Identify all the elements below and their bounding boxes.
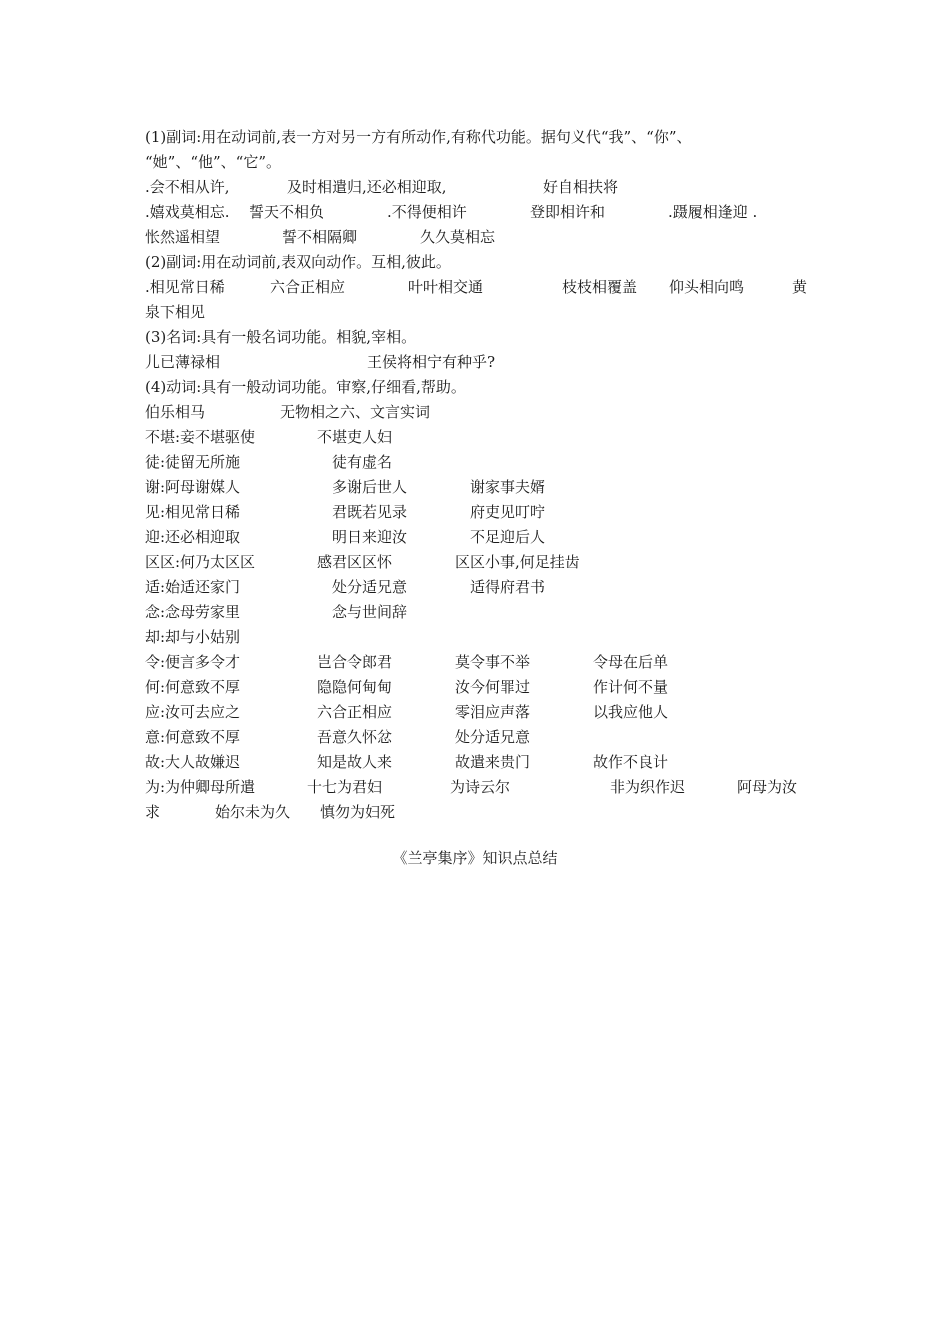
text-segment: 慎勿为妇死: [320, 803, 396, 821]
text-segment: 令母在后单: [593, 653, 669, 671]
text-segment: .蹑履相逢迎 .: [668, 203, 758, 221]
text-segment: 黄: [792, 278, 808, 296]
text-segment: (1)副词:用在动词前,表一方对另一方有所动作,有称代功能。据句义代“我”、“你”、: [145, 128, 692, 146]
text-line: [145, 525, 815, 549]
text-segment: (3)名词:具有一般名词功能。相貌,宰相。: [145, 328, 417, 346]
text-segment: 处分适兄意: [455, 728, 531, 746]
text-segment: 汝今何罪过: [455, 678, 531, 696]
text-segment: 故作不良计: [593, 753, 669, 771]
text-line: [145, 750, 815, 774]
text-segment: 仰头相向鸣: [669, 278, 745, 296]
text-segment: 谢家事夫婿: [470, 478, 546, 496]
text-segment: 谢:阿母谢媒人: [145, 478, 241, 496]
text-segment: 迎:还必相迎取: [145, 528, 241, 546]
text-line: [145, 675, 815, 699]
text-line: [145, 800, 815, 824]
text-segment: 徒有虚名: [332, 453, 393, 471]
text-segment: 念与世间辞: [332, 603, 408, 621]
text-segment: 泉下相见: [145, 303, 206, 321]
text-segment: 知是故人来: [317, 753, 393, 771]
text-segment: (4)动词:具有一般动词功能。审察,仔细看,帮助。: [145, 378, 466, 396]
text-line: [145, 775, 815, 799]
text-line: [145, 250, 815, 274]
text-segment: 以我应他人: [593, 703, 669, 721]
text-line: [145, 350, 815, 374]
text-segment: 求: [145, 803, 161, 821]
text-segment: 岂合令郎君: [317, 653, 393, 671]
text-segment: 好自相扶将: [543, 178, 619, 196]
text-line: [145, 725, 815, 749]
text-segment: 六合正相应: [317, 703, 393, 721]
text-segment: 令:便言多令才: [145, 653, 241, 671]
text-segment: 儿已薄禄相: [145, 353, 221, 371]
text-segment: .会不相从许,: [145, 178, 230, 196]
text-segment: 适:始适还家门: [145, 578, 241, 596]
text-segment: 隐隐何甸甸: [317, 678, 393, 696]
text-line: [145, 575, 815, 599]
text-segment: 阿母为汝: [737, 778, 798, 796]
text-line: [145, 175, 815, 199]
text-segment: 伯乐相马: [145, 403, 206, 421]
text-segment: 莫令事不举: [455, 653, 531, 671]
text-line: [145, 550, 815, 574]
text-line: [145, 475, 815, 499]
text-segment: 意:何意致不厚: [145, 728, 241, 746]
text-segment: 故遣来贵门: [455, 753, 531, 771]
text-segment: 故:大人故嫌迟: [145, 753, 241, 771]
text-segment: 不足迎后人: [470, 528, 546, 546]
text-segment: 非为织作迟: [610, 778, 686, 796]
text-line: [145, 450, 815, 474]
text-segment: 枝枝相覆盖: [562, 278, 638, 296]
text-line: [145, 600, 815, 624]
text-segment: (2)副词:用在动词前,表双向动作。互相,彼此。: [145, 253, 451, 271]
text-line: [145, 275, 815, 299]
text-segment: 始尔未为久: [215, 803, 291, 821]
text-line: [145, 200, 815, 224]
text-segment: .嬉戏莫相忘.: [145, 203, 230, 221]
text-segment: 不堪:妾不堪驱使: [145, 428, 256, 446]
text-segment: 应:汝可去应之: [145, 703, 241, 721]
text-segment: 念:念母劳家里: [145, 603, 241, 621]
text-segment: 零泪应声落: [455, 703, 531, 721]
text-line: [145, 225, 815, 249]
text-segment: 王侯将相宁有种乎?: [367, 353, 496, 371]
text-segment: 作计何不量: [593, 678, 669, 696]
text-segment: 久久莫相忘: [420, 228, 496, 246]
text-segment: .相见常日稀: [145, 278, 225, 296]
text-segment: 六合正相应: [270, 278, 346, 296]
text-segment: 登即相许和: [530, 203, 606, 221]
text-segment: 及时相遣归,还必相迎取,: [287, 178, 447, 196]
text-segment: 叶叶相交通: [408, 278, 484, 296]
text-line: [145, 325, 815, 349]
text-line: [145, 650, 815, 674]
text-segment: 处分适兄意: [332, 578, 408, 596]
text-segment: 怅然遥相望: [145, 228, 221, 246]
text-line: [145, 300, 815, 324]
text-line: [145, 425, 815, 449]
text-segment: 吾意久怀忿: [317, 728, 393, 746]
text-segment: 适得府君书: [470, 578, 546, 596]
text-segment: 多谢后世人: [332, 478, 408, 496]
text-segment: 府吏见叮咛: [470, 503, 546, 521]
text-segment: 誓天不相负: [249, 203, 325, 221]
text-line: [145, 375, 815, 399]
text-line: [145, 400, 815, 424]
text-segment: 无物相之六、文言实词: [280, 403, 431, 421]
text-segment: 感君区区怀: [317, 553, 393, 571]
text-segment: 为:为仲卿母所遣: [145, 778, 256, 796]
text-segment: 区区:何乃太区区: [145, 553, 256, 571]
text-segment: 十七为君妇: [307, 778, 383, 796]
text-segment: “她”、“他”、“它”。: [145, 153, 282, 171]
text-line: [145, 700, 815, 724]
text-line: [145, 125, 815, 149]
text-segment: .不得便相许: [387, 203, 467, 221]
text-line: [145, 150, 815, 174]
text-segment: 不堪吏人妇: [317, 428, 393, 446]
text-segment: 为诗云尔: [450, 778, 511, 796]
text-segment: 见:相见常日稀: [145, 503, 241, 521]
text-segment: 区区小事,何足挂齿: [455, 553, 580, 571]
text-segment: 却:却与小姑别: [145, 628, 241, 646]
text-line: [145, 625, 815, 649]
text-segment: 明日来迎汝: [332, 528, 408, 546]
text-segment: 誓不相隔卿: [282, 228, 358, 246]
text-line: [145, 500, 815, 524]
text-segment: 徒:徒留无所施: [145, 453, 241, 471]
section-title: 《兰亭集序》知识点总结: [392, 849, 558, 867]
text-segment: 君既若见录: [332, 503, 408, 521]
text-segment: 何:何意致不厚: [145, 678, 241, 696]
